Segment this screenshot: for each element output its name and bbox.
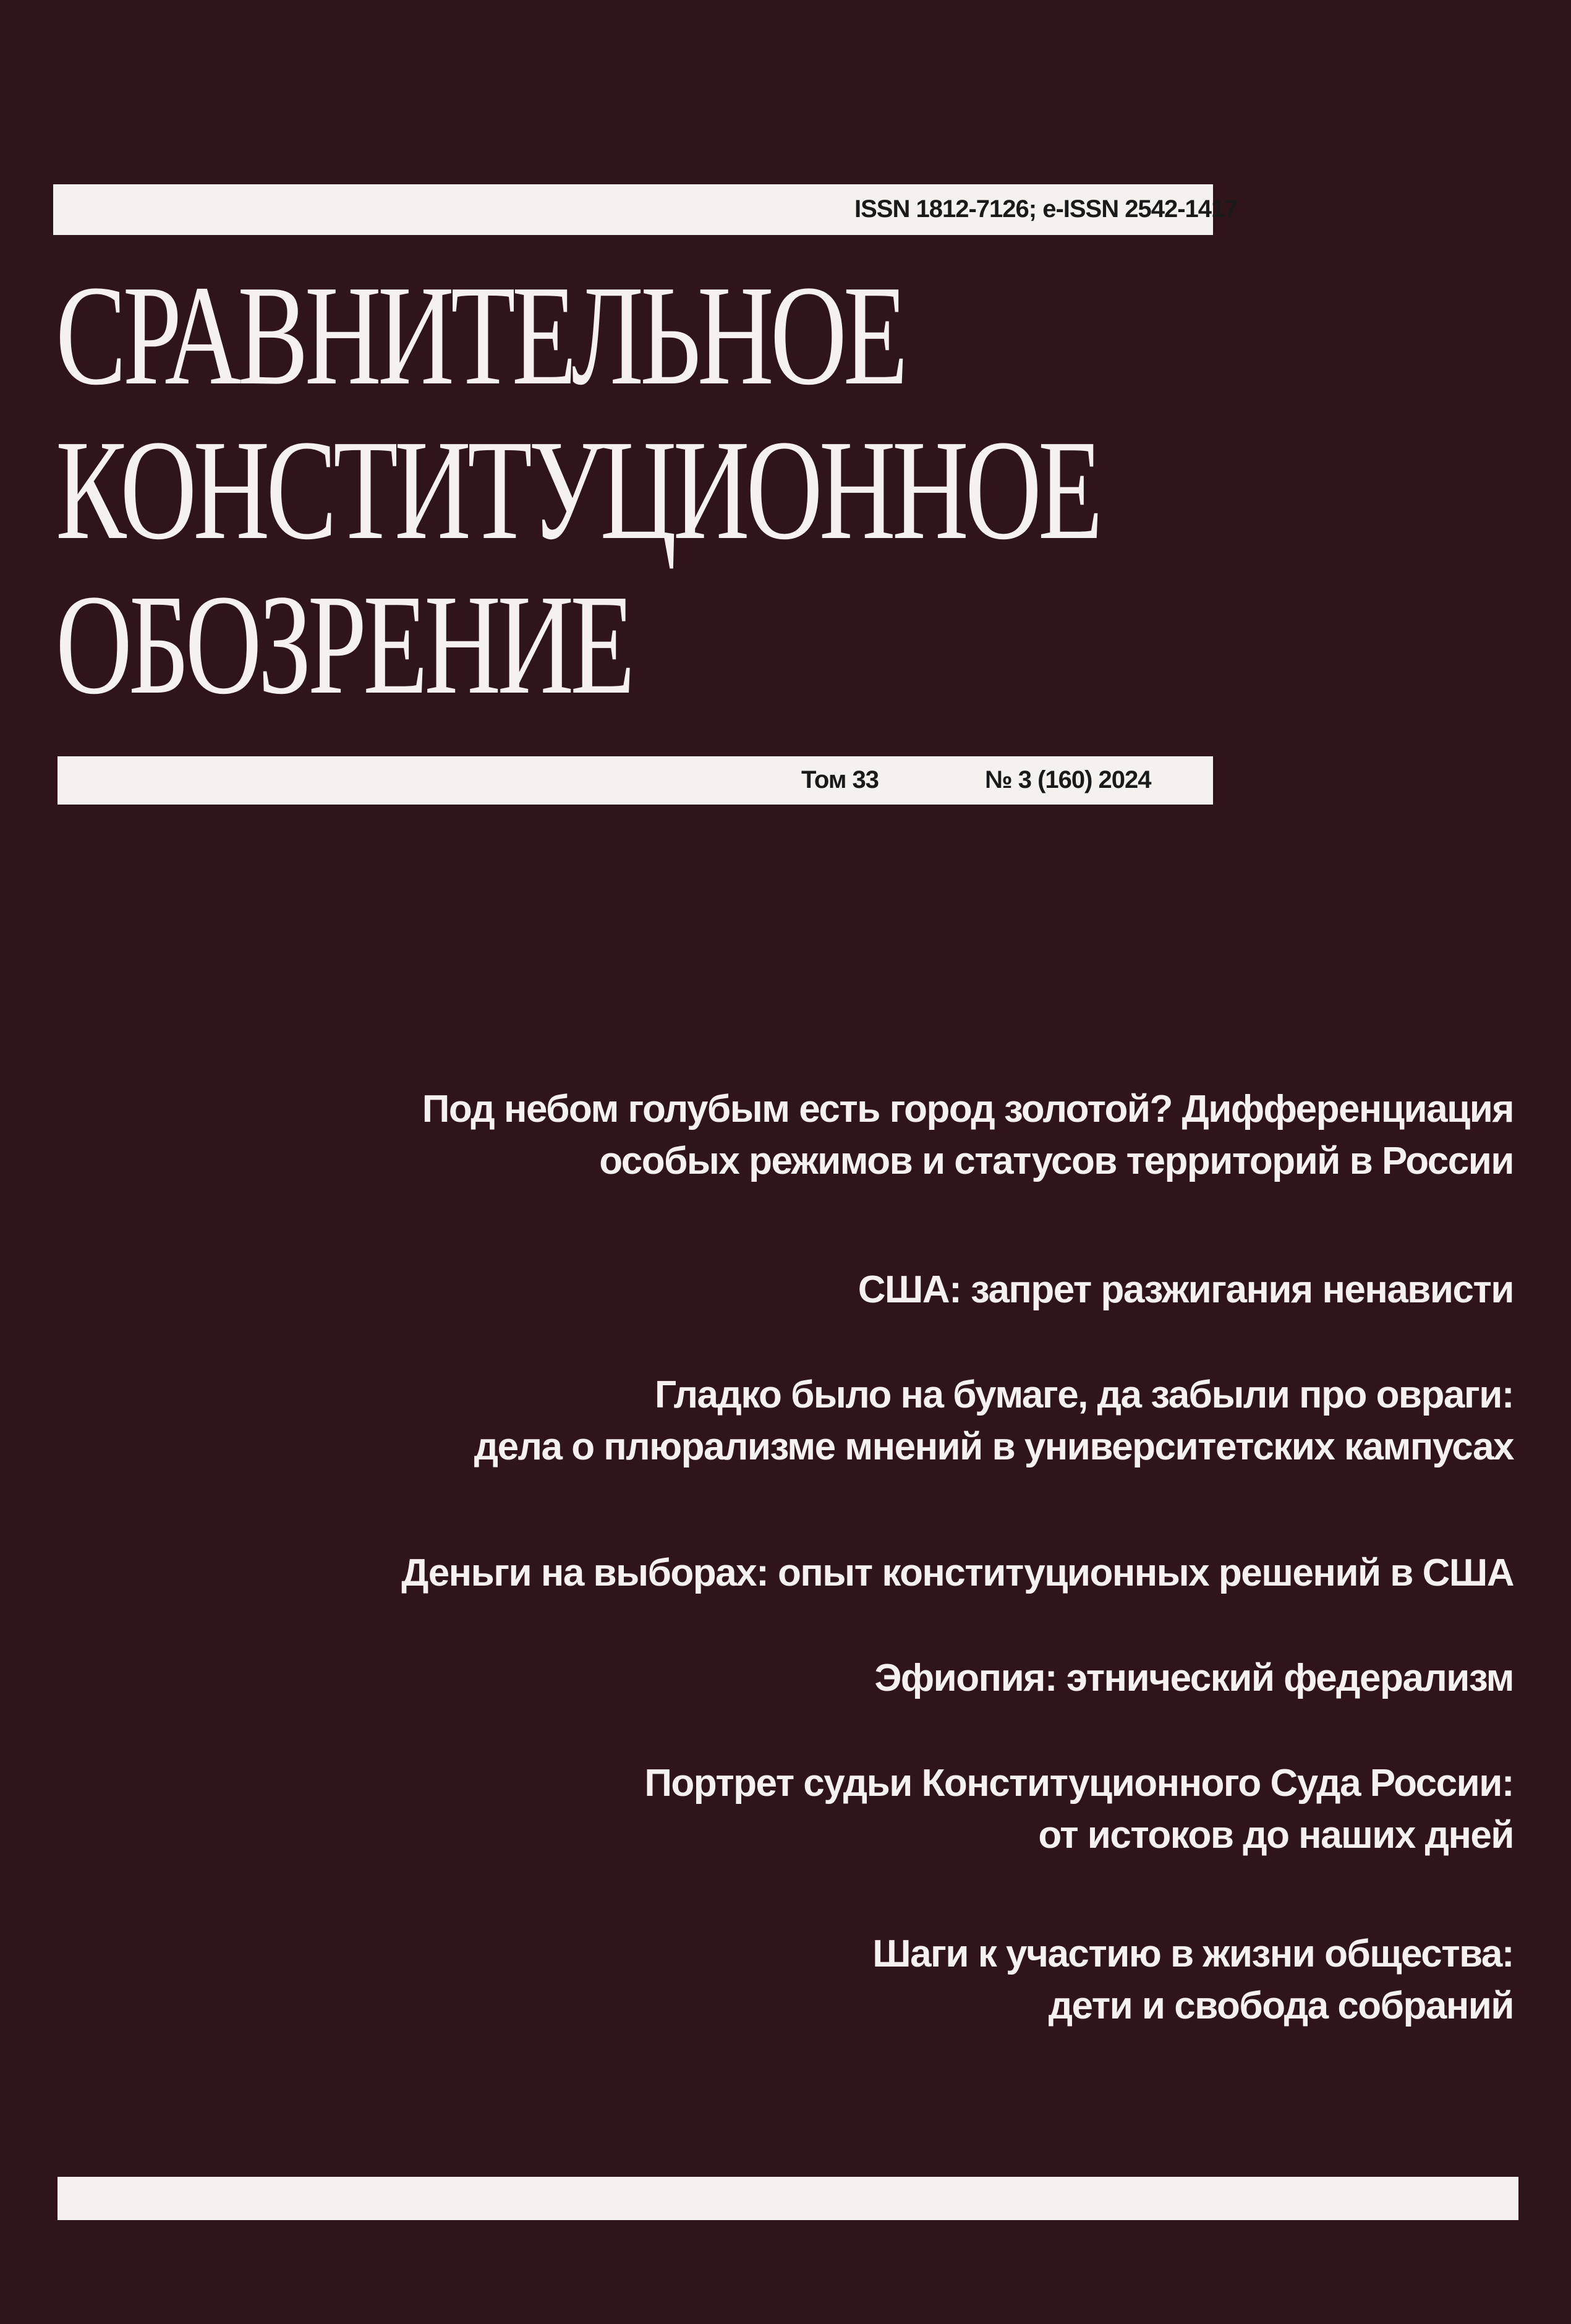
issn-bar — [53, 184, 1238, 235]
article-2 — [858, 1264, 1514, 1316]
journal-title-line-1: СРАВНИТЕЛЬНОЕ — [56, 256, 905, 415]
article-1 — [422, 1083, 1514, 1187]
issue-number: № 3 (160) 2024 — [985, 766, 1151, 793]
article-2-line-1: США: запрет разжигания ненависти — [858, 1268, 1514, 1311]
article-4-line-1: Деньги на выборах: опыт конституционных решений в США — [401, 1552, 1514, 1594]
article-6-line-2: от истоков до наших дней — [1038, 1814, 1514, 1856]
article-5 — [874, 1652, 1514, 1704]
journal-title-line-2: КОНСТИТУЦИОННОЕ — [56, 411, 1099, 570]
issn-text: ISSN 1812-7126; e-ISSN 2542-1417 — [854, 195, 1238, 223]
article-1-line-2: особых режимов и статусов территорий в России — [599, 1140, 1514, 1182]
bottom-bar — [57, 2177, 1518, 2220]
article-3-line-1: Гладко было на бумаге, да забыли про овраги: — [655, 1373, 1514, 1416]
article-7-line-2: дети и свобода собраний — [1048, 1984, 1514, 2027]
article-6-line-1: Портрет судьи Конституционного Суда России: — [644, 1762, 1514, 1805]
article-5-line-1: Эфиопия: этнический федерализм — [874, 1657, 1514, 1699]
article-7-line-1: Шаги к участию в жизни общества: — [872, 1933, 1514, 1975]
volume-label: Том 33 — [801, 766, 879, 793]
article-4 — [401, 1547, 1514, 1599]
article-7 — [872, 1928, 1514, 2032]
article-1-line-1: Под небом голубым есть город золотой? Дифференциация — [422, 1088, 1514, 1130]
issue-bar — [57, 756, 1213, 805]
article-3-line-2: дела о плюрализме мнений в университетских кампусах — [474, 1425, 1514, 1468]
journal-title — [56, 258, 1099, 722]
journal-title-line-3: ОБОЗРЕНИЕ — [56, 565, 632, 724]
article-3 — [474, 1369, 1514, 1473]
article-6 — [644, 1758, 1514, 1861]
